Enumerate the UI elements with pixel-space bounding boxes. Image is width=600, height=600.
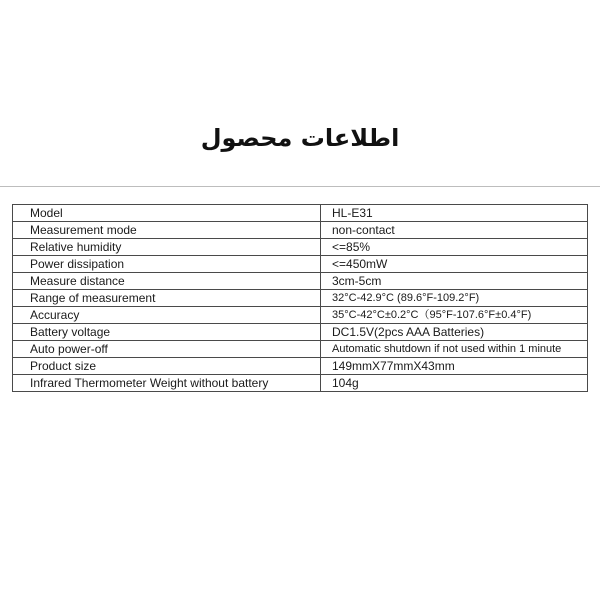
table-row: [13, 222, 588, 239]
spec-label: Relative humidity: [13, 239, 321, 256]
spec-label: Power dissipation: [13, 256, 321, 273]
table-row: [13, 307, 588, 324]
spec-label: Battery voltage: [13, 324, 321, 341]
table-row: [13, 239, 588, 256]
spec-table: [12, 204, 588, 392]
spec-value: 104g: [321, 375, 588, 392]
page-title: اطلاعات محصول: [200, 124, 400, 152]
spec-label: Measurement mode: [13, 222, 321, 239]
spec-label: Model: [13, 205, 321, 222]
table-row: [13, 375, 588, 392]
spec-label: Accuracy: [13, 307, 321, 324]
divider: [0, 186, 600, 187]
spec-label: Range of measurement: [13, 290, 321, 307]
spec-value: 35°C-42°C±0.2°C（95°F-107.6°F±0.4°F): [321, 307, 588, 324]
spec-value: 32°C-42.9°C (89.6°F-109.2°F): [321, 290, 588, 307]
spec-value: DC1.5V(2pcs AAA Batteries): [321, 324, 588, 341]
table-row: [13, 341, 588, 358]
spec-value: 3cm-5cm: [321, 273, 588, 290]
spec-label: Product size: [13, 358, 321, 375]
spec-label: Auto power-off: [13, 341, 321, 358]
table-row: [13, 290, 588, 307]
spec-value: Automatic shutdown if not used within 1 minute: [321, 341, 588, 358]
spec-value: HL-E31: [321, 205, 588, 222]
table-row: [13, 273, 588, 290]
spec-label: Measure distance: [13, 273, 321, 290]
table-row: [13, 358, 588, 375]
table-row: [13, 256, 588, 273]
spec-value: <=450mW: [321, 256, 588, 273]
table-row: [13, 205, 588, 222]
table-row: [13, 324, 588, 341]
spec-value: non-contact: [321, 222, 588, 239]
spec-label: Infrared Thermometer Weight without battery: [13, 375, 321, 392]
spec-value: <=85%: [321, 239, 588, 256]
spec-value: 149mmX77mmX43mm: [321, 358, 588, 375]
